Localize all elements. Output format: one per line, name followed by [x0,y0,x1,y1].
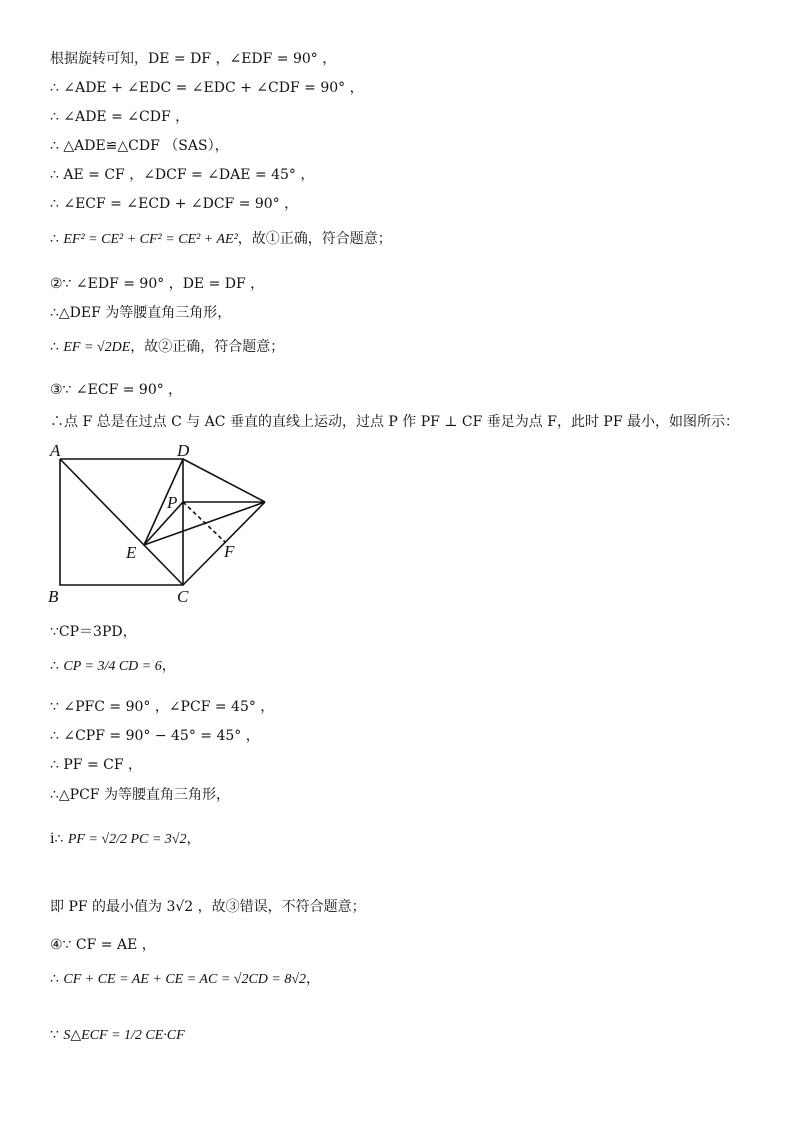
segment-dq [183,459,265,502]
line-7-conclusion: ，故①正确，符合题意； [237,231,392,247]
line-18: ∴△PCF 为等腰直角三角形， [50,787,230,803]
label-c: C [177,587,189,606]
line-16: ∴ ∠CPF = 90° − 45° = 45° ， [50,728,260,744]
area-formula: S△ECF = 1/2 CE·CF [63,1028,185,1043]
label-p: P [167,493,178,512]
pythagoras-formula: EF² = CE² + CF² = CE² + AE² [63,232,238,247]
line-6: ∴ ∠ECF = ∠ECD + ∠DCF = 90° ， [50,196,299,212]
label-a: A [50,441,61,460]
line-13: ∵CP＝3PD， [50,624,137,640]
line-17: ∴ PF = CF ， [50,757,142,773]
therefore-symbol: ∴ [50,971,59,987]
line-22 [50,970,320,989]
label-f: F [224,542,235,561]
line-11: ③∵ ∠ECF = 90° ， [50,382,183,398]
line-20: 即 PF 的最小值为 3√2 ，故③错误，不符合题意； [50,899,366,915]
line-3: ∴ ∠ADE = ∠CDF ， [50,109,190,125]
geometry-figure [40,440,280,610]
line-1: 根据旋转可知，DE = DF ，∠EDF = 90° ， [50,51,337,67]
line-10-conclusion: ，故②正确，符合题意； [130,339,285,355]
line-19-end: ， [186,831,201,847]
line-14 [50,657,176,676]
line-10 [50,338,284,357]
label-d: D [177,441,190,460]
pf-formula: PF = √2/2 PC = 3√2 [67,832,187,847]
ef-formula: EF = √2DE [63,340,131,355]
cp-formula: CP = 3/4 CD = 6 [63,659,162,674]
segment-pf-dashed [183,502,225,542]
line-14-end: ， [161,658,176,674]
line-22-end: ， [306,971,321,987]
label-e: E [126,543,137,562]
label-b: B [48,587,59,606]
line-2: ∴ ∠ADE + ∠EDC = ∠EDC + ∠CDF = 90° ， [50,80,364,96]
line-7 [50,230,392,249]
line-23 [50,1026,185,1045]
line-12: ∴点 F 总是在过点 C 与 AC 垂直的直线上运动，过点 P 作 PF ⊥ CF 垂足为点 F，此时 PF 最小，如图所示： [50,414,739,430]
therefore-symbol: i∴ [50,831,64,847]
therefore-symbol: ∴ [50,231,59,247]
line-19 [50,830,201,849]
line-21: ④∵ CF = AE ， [50,937,156,953]
line-4: ∴ △ADE≌△CDF （SAS）， [50,138,229,154]
therefore-symbol: ∴ [50,658,59,674]
therefore-symbol: ∴ [50,339,59,355]
because-symbol: ∵ [50,1027,59,1043]
line-8: ②∵ ∠EDF = 90° ，DE = DF ， [50,276,265,292]
line-9: ∴△DEF 为等腰直角三角形， [50,305,232,321]
line-5: ∴ AE = CF ，∠DCF = ∠DAE = 45° ， [50,167,315,183]
line-15: ∵ ∠PFC = 90° ，∠PCF = 45° ， [50,699,275,715]
sum-formula: CF + CE = AE + CE = AC = √2CD = 8√2 [63,972,307,987]
